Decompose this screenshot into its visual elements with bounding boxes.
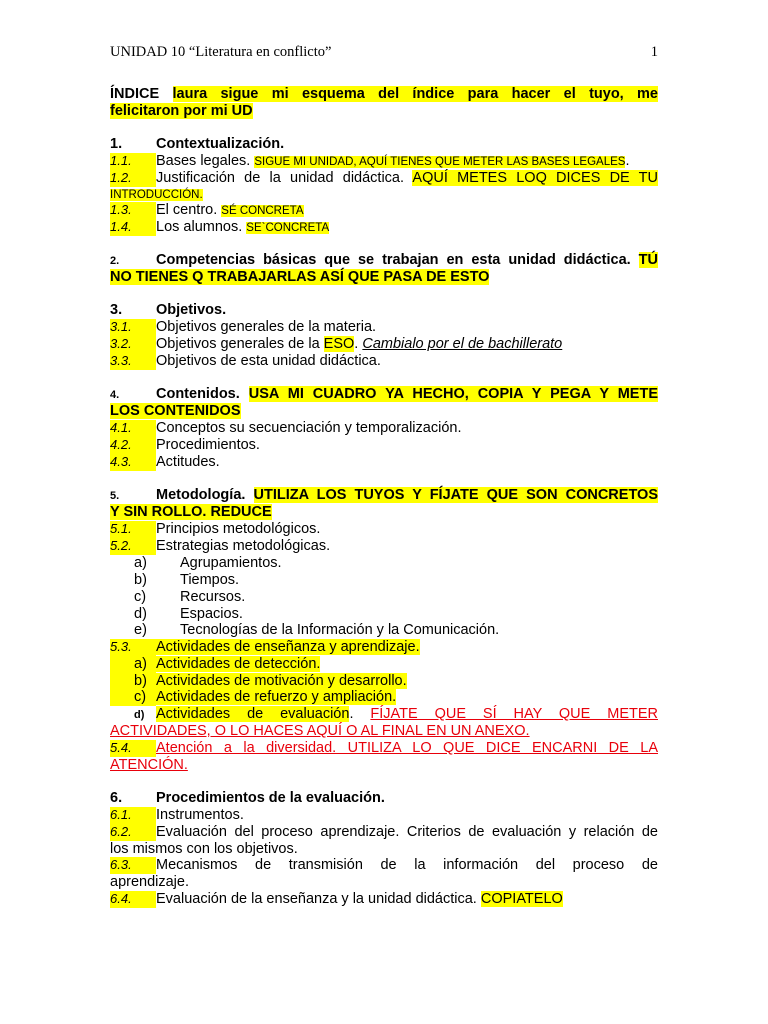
item-1-2 bbox=[110, 170, 658, 187]
subitem2-a bbox=[110, 656, 658, 673]
item-5-1 bbox=[110, 521, 658, 538]
item-number: 5.3. bbox=[110, 639, 156, 656]
item-6-2-cont bbox=[110, 841, 658, 858]
indice-title: ÍNDICE bbox=[110, 86, 160, 102]
item-highlight: ESO bbox=[323, 336, 355, 352]
item-1-3 bbox=[110, 202, 658, 220]
item-text: Actividades de enseñanza y aprendizaje. bbox=[156, 639, 420, 655]
subitem-letter: c) bbox=[134, 589, 147, 605]
page-header bbox=[110, 44, 658, 64]
item-text: Procedimientos. bbox=[156, 437, 260, 453]
item-note: SE`CONCRETA bbox=[246, 222, 330, 234]
item-6-3-cont bbox=[110, 874, 658, 891]
item-4-3 bbox=[110, 454, 658, 471]
item-note: SIGUE MI UNIDAD, AQUÍ TIENES QUE METER LAS BASES LEGALES bbox=[254, 156, 626, 168]
item-6-4 bbox=[110, 891, 658, 908]
item-text: Justificación de la unidad didáctica. bbox=[156, 170, 405, 186]
subitem-letter: a) bbox=[110, 656, 156, 673]
item-6-1 bbox=[110, 807, 658, 824]
item-1-1 bbox=[110, 153, 658, 171]
item-text: Principios metodológicos. bbox=[156, 521, 321, 537]
section-number: 2. bbox=[110, 255, 120, 267]
subitem-a bbox=[110, 555, 658, 572]
section-1-heading bbox=[110, 136, 658, 153]
subitem-letter: c) bbox=[110, 689, 156, 706]
item-text: Evaluación de la enseñanza y la unidad didáctica. bbox=[156, 891, 477, 907]
item-number: 5.2. bbox=[110, 538, 156, 555]
section-note: TÚ bbox=[638, 252, 658, 268]
subitem-note: FÍJATE QUE SÍ HAY QUE METER bbox=[370, 706, 658, 722]
item-note: AQUÍ METES LOQ DICES DE TU bbox=[412, 170, 658, 186]
subitem-text: Tecnologías de la Información y la Comunicación. bbox=[180, 622, 500, 638]
item-number: 3.2. bbox=[110, 336, 156, 353]
section-title: Procedimientos de la evaluación. bbox=[156, 790, 385, 806]
subitem-text: Actividades de detección. bbox=[156, 656, 321, 672]
item-1-4 bbox=[110, 219, 658, 237]
section-5-cont bbox=[110, 504, 658, 521]
section-note: UTILIZA LOS TUYOS Y FÍJATE QUE SON CONCRETOS bbox=[253, 487, 658, 503]
header-title: UNIDAD 10 “Literatura en conflicto” bbox=[110, 44, 332, 60]
item-number: 1.2. bbox=[110, 170, 156, 187]
indice-heading-cont bbox=[110, 103, 658, 120]
item-note: SÉ CONCRETA bbox=[221, 205, 304, 217]
item-number: 6.1. bbox=[110, 807, 156, 824]
item-text: Estrategias metodológicas. bbox=[156, 538, 331, 554]
item-note: COPIATELO bbox=[480, 891, 563, 907]
section-note-cont: Y SIN ROLLO. REDUCE bbox=[110, 504, 272, 520]
item-text: Objetivos de esta unidad didáctica. bbox=[156, 353, 381, 369]
item-5-3 bbox=[110, 639, 658, 656]
item-4-1 bbox=[110, 420, 658, 437]
subitem-text: Actividades de motivación y desarrollo. bbox=[156, 673, 407, 689]
item-text-cont: aprendizaje. bbox=[110, 874, 189, 890]
item-sep: . bbox=[354, 336, 359, 352]
item-number: 4.3. bbox=[110, 454, 156, 471]
item-5-4 bbox=[110, 740, 658, 757]
subitem-text: Espacios. bbox=[180, 606, 243, 622]
item-6-2 bbox=[110, 824, 658, 841]
item-number: 6.3. bbox=[110, 857, 156, 874]
indice-note-cont: felicitaron por mi UD bbox=[110, 103, 253, 119]
item-text-cont: los mismos con los objetivos. bbox=[110, 841, 298, 857]
subitem-d bbox=[110, 606, 658, 623]
item-number: 5.4. bbox=[110, 740, 156, 757]
item-number: 4.1. bbox=[110, 420, 156, 437]
section-note-cont: NO TIENES Q TRABAJARLAS ASÍ QUE PASA DE ESTO bbox=[110, 269, 490, 285]
section-number: 5. bbox=[110, 490, 120, 502]
item-number: 4.2. bbox=[110, 437, 156, 454]
section-2-heading bbox=[110, 252, 658, 270]
item-note: Cambialo por el de bachillerato bbox=[362, 336, 563, 352]
item-number: 6.2. bbox=[110, 824, 156, 841]
subitem-letter: a) bbox=[134, 555, 147, 571]
subitem-text: Actividades de refuerzo y ampliación. bbox=[156, 689, 397, 705]
section-number: 6. bbox=[110, 790, 123, 806]
section-title: Contextualización. bbox=[156, 136, 285, 152]
item-3-3 bbox=[110, 353, 658, 370]
item-text-cont: ATENCIÓN. bbox=[110, 757, 188, 773]
section-number: 4. bbox=[110, 389, 120, 401]
item-number: 3.3. bbox=[110, 353, 156, 370]
subitem2-c bbox=[110, 689, 658, 706]
subitem-sep: . bbox=[349, 706, 354, 722]
subitem2-d bbox=[110, 706, 658, 724]
item-6-3 bbox=[110, 857, 658, 874]
subitem2-d-cont bbox=[110, 723, 658, 740]
section-number: 1. bbox=[110, 136, 123, 152]
subitem-text: Agrupamientos. bbox=[180, 555, 282, 571]
item-text: Conceptos su secuenciación y temporalización. bbox=[156, 420, 462, 436]
item-number: 1.1. bbox=[110, 153, 156, 170]
item-number: 3.1. bbox=[110, 319, 156, 336]
item-text: Los alumnos. bbox=[156, 219, 243, 235]
section-title: Contenidos. bbox=[156, 386, 240, 402]
section-title: Competencias básicas que se trabajan en esta unidad didáctica. bbox=[156, 252, 631, 268]
section-title: Objetivos. bbox=[156, 302, 227, 318]
section-5-heading bbox=[110, 487, 658, 505]
subitem-e bbox=[110, 622, 658, 639]
item-3-1 bbox=[110, 319, 658, 336]
subitem-letter: d) bbox=[134, 709, 145, 721]
section-title: Metodología. bbox=[156, 487, 246, 503]
subitem-text: Actividades de evaluación bbox=[156, 706, 350, 722]
section-6-heading bbox=[110, 790, 658, 807]
item-end: . bbox=[625, 153, 630, 169]
indice-heading bbox=[110, 86, 658, 103]
item-4-2 bbox=[110, 437, 658, 454]
subitem-text: Recursos. bbox=[180, 589, 246, 605]
subitem2-b bbox=[110, 673, 658, 690]
item-text: Evaluación del proceso aprendizaje. Criterios de evaluación y relación de bbox=[156, 824, 658, 840]
section-2-cont bbox=[110, 269, 658, 286]
item-note-cont: INTRODUCCIÓN. bbox=[110, 189, 203, 201]
item-text: Actitudes. bbox=[156, 454, 220, 470]
subitem-letter: b) bbox=[134, 572, 147, 588]
item-number: 1.3. bbox=[110, 202, 156, 219]
section-4-cont bbox=[110, 403, 658, 420]
item-text: El centro. bbox=[156, 202, 218, 218]
item-text: Bases legales. bbox=[156, 153, 251, 169]
subitem-c bbox=[110, 589, 658, 606]
item-number: 1.4. bbox=[110, 219, 156, 236]
item-number: 5.1. bbox=[110, 521, 156, 538]
subitem-note-cont: ACTIVIDADES, O LO HACES AQUÍ O AL FINAL EN UN ANEXO. bbox=[110, 723, 530, 739]
subitem-letter: b) bbox=[110, 673, 156, 690]
item-number: 6.4. bbox=[110, 891, 156, 908]
item-text: Instrumentos. bbox=[156, 807, 244, 823]
subitem-b bbox=[110, 572, 658, 589]
item-text: Mecanismos de transmisión de la información del proceso de bbox=[156, 857, 658, 873]
item-text: Objetivos generales de la materia. bbox=[156, 319, 377, 335]
section-note-cont: LOS CONTENIDOS bbox=[110, 403, 241, 419]
subitem-text: Tiempos. bbox=[180, 572, 240, 588]
section-number: 3. bbox=[110, 302, 123, 318]
item-3-2 bbox=[110, 336, 658, 353]
page-number: 1 bbox=[650, 44, 658, 60]
subitem-letter: d) bbox=[134, 606, 147, 622]
section-3-heading bbox=[110, 302, 658, 319]
indice-note: laura sigue mi esquema del índice para hacer el tuyo, me bbox=[172, 86, 658, 102]
item-1-2-cont bbox=[110, 186, 658, 204]
section-4-heading bbox=[110, 386, 658, 404]
item-text: Atención a la diversidad. UTILIZA LO QUE DICE ENCARNI DE LA bbox=[156, 740, 658, 756]
item-5-4-cont bbox=[110, 757, 658, 774]
section-note: USA MI CUADRO YA HECHO, COPIA Y PEGA Y METE bbox=[248, 386, 658, 402]
item-text: Objetivos generales de la bbox=[156, 336, 320, 352]
item-5-2 bbox=[110, 538, 658, 555]
subitem-letter: e) bbox=[134, 622, 147, 638]
